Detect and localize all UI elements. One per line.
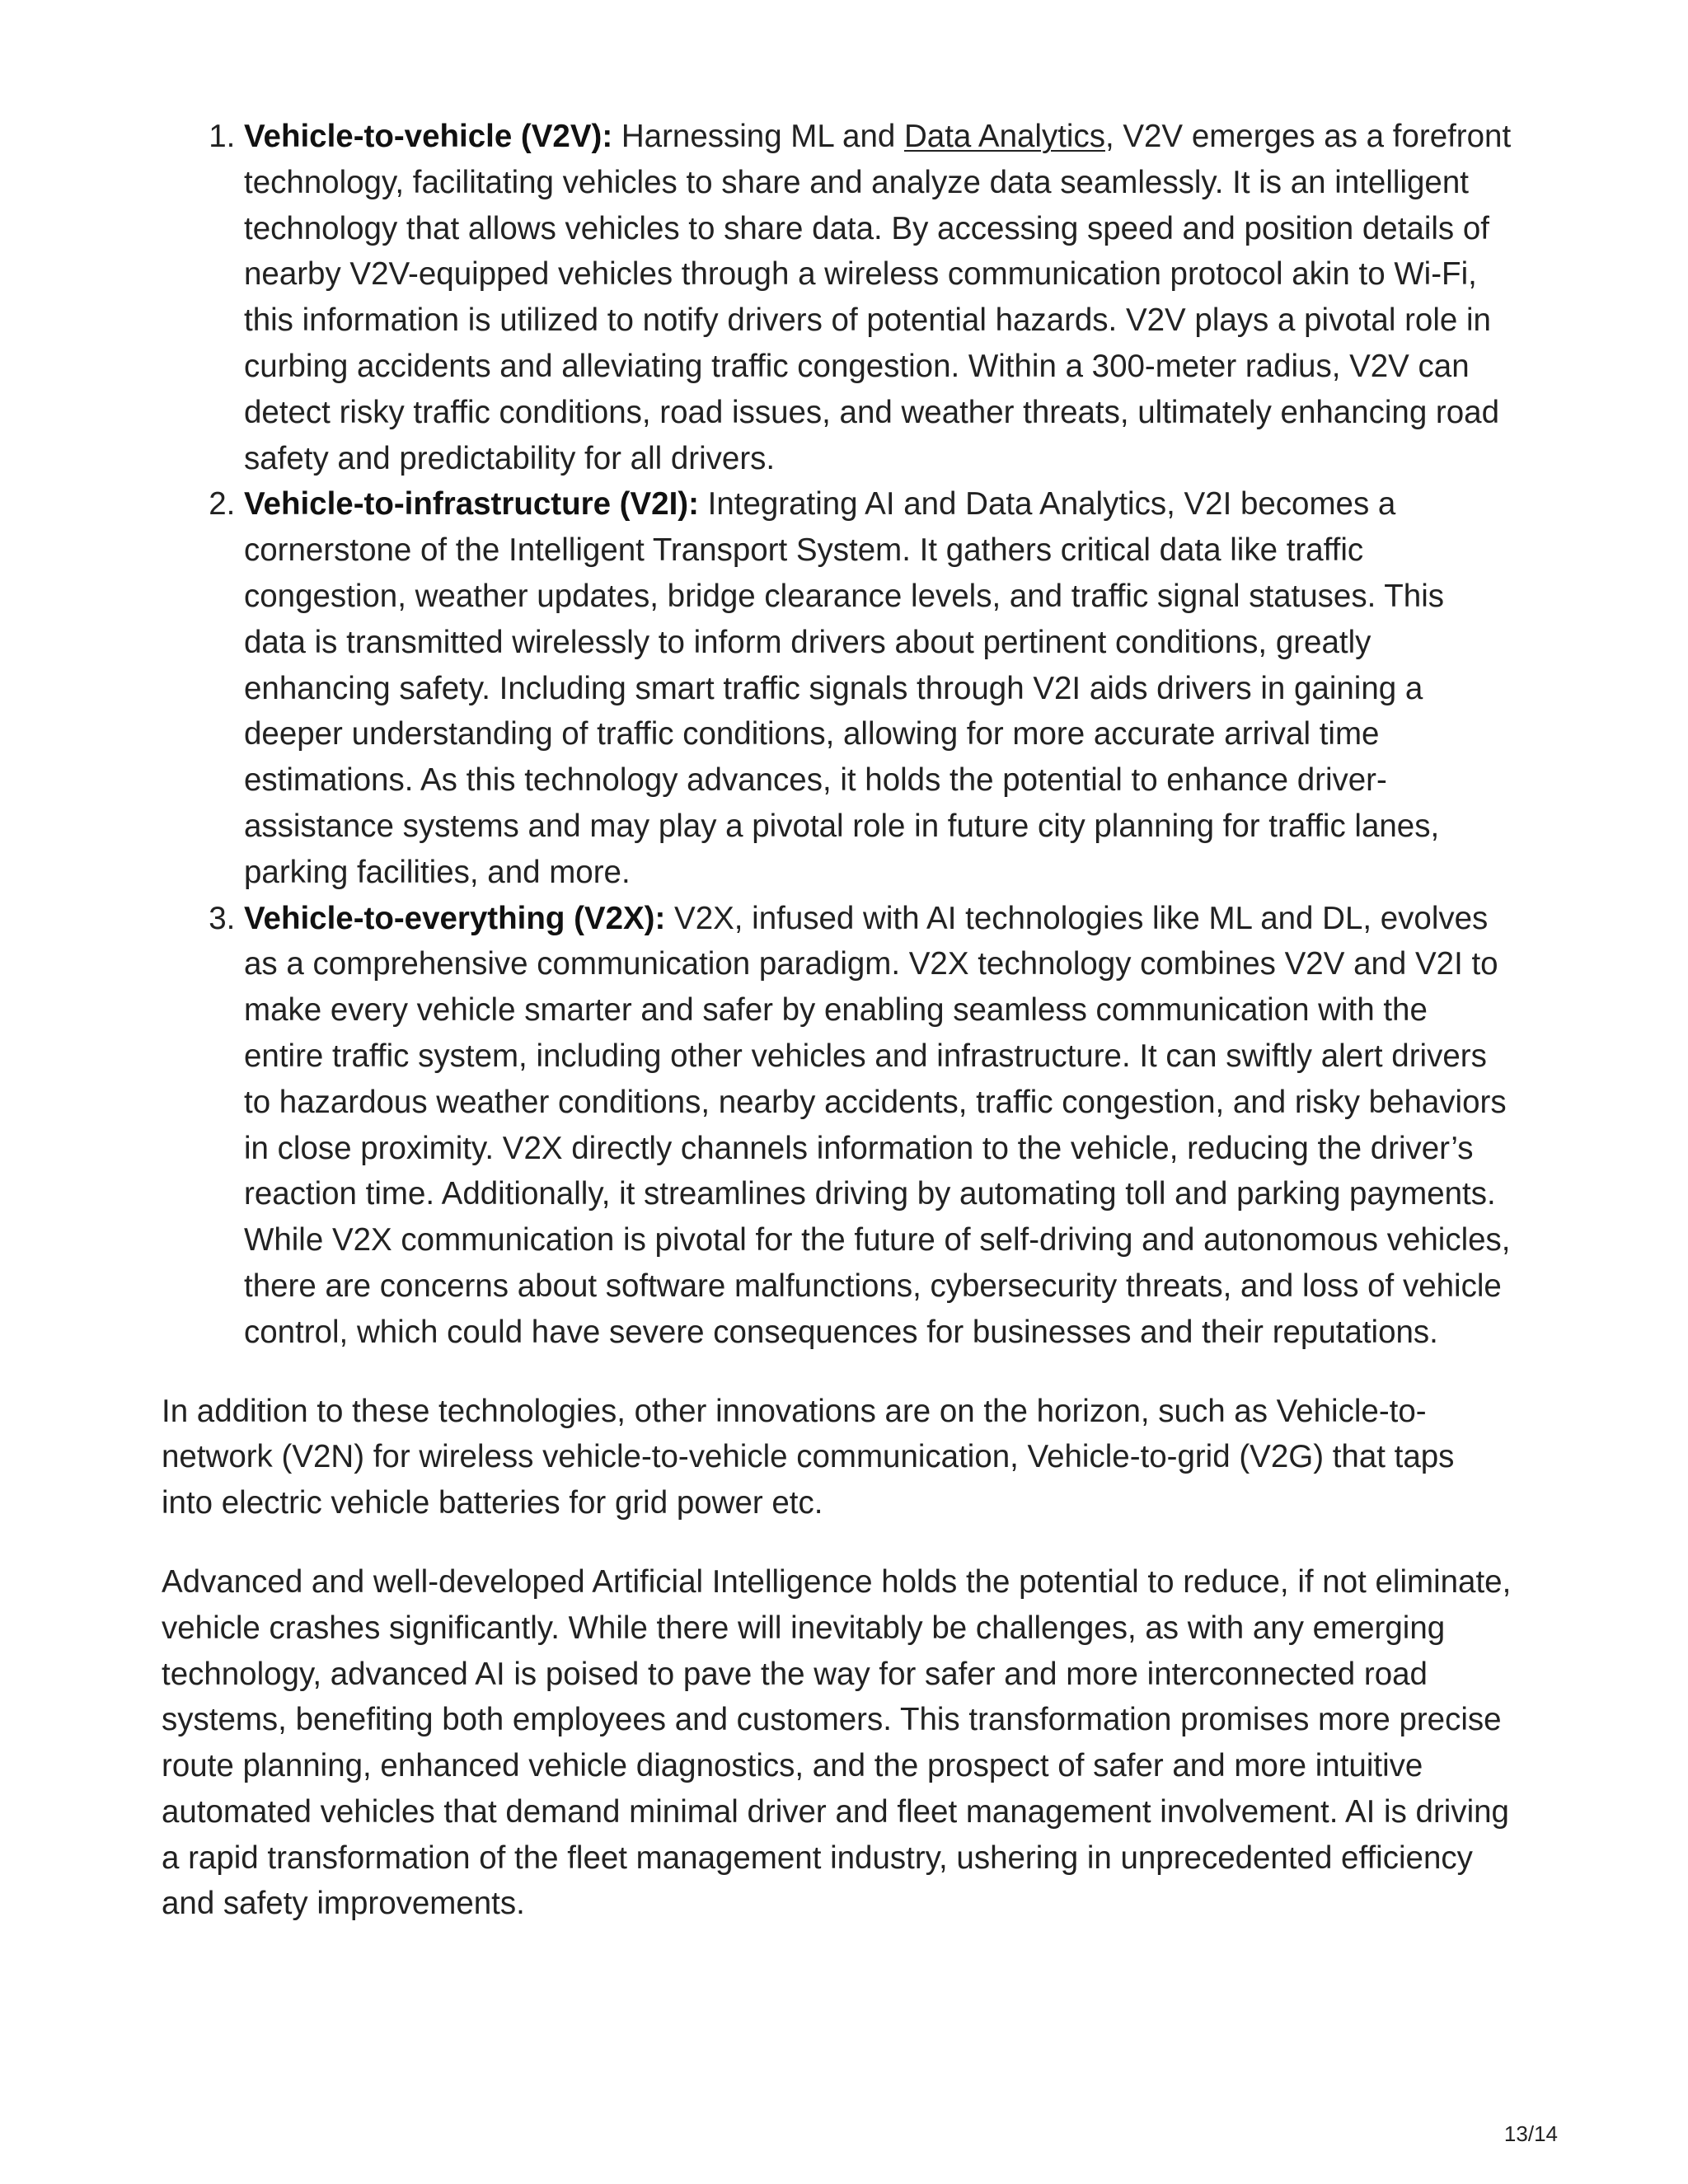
v2x-text: V2X, infused with AI technologies like ML and DL, evolves as a comprehensive communication paradigm. V2X technology combines V2V and V2I to make every vehicle smarter and safer by enabling seamless communication with the entire traffic system, including other vehicles and infrastructure. It can swiftly alert drivers to hazardous weather conditions, nearby accidents, traffic congestion, and risky behaviors in close proximity. V2X directly channels information to the vehicle, reducing the driver’s reaction time. Additionally, it streamlines driving by automating toll and parking payments. While V2X communication is pivotal for the future of self-driving and autonomous vehicles, there are concerns about software malfunctions, cybersecurity threats, and loss of vehicle control, which could have severe consequences for businesses and their reputations. (244, 900, 1511, 1350)
page-number: 13/14 (1503, 2121, 1558, 2146)
list-item-v2i (244, 481, 1513, 895)
data-analytics-link[interactable]: Data Analytics (904, 119, 1105, 154)
technology-list (162, 114, 1513, 1356)
list-item-v2x (244, 896, 1513, 1356)
term-v2v: Vehicle-to-vehicle (V2V): (244, 119, 613, 154)
term-v2x: Vehicle-to-everything (V2X): (244, 900, 666, 936)
paragraph-conclusion: Advanced and well-developed Artificial Intelligence holds the potential to reduce, if not eliminate, vehicle crashes significantly. While there will inevitably be challenges, as with any emerging technology, advanced AI is poised to pave the way for safer and more interconnected road systems, benefiting both employees and customers. This transformation promises more precise route planning, enhanced vehicle diagnostics, and the prospect of safer and more intuitive automated vehicles that demand minimal driver and fleet management involvement. AI is driving a rapid transformation of the fleet management industry, ushering in unprecedented efficiency and safety improvements. (162, 1563, 1512, 1922)
v2v-text-after-link: , V2V emerges as a forefront technology, facilitating vehicles to share and analyze data seamlessly. It is an intelligent technology that allows vehicles to share data. By accessing speed and position details of nearby V2V-equipped vehicles through a wireless communication protocol akin to Wi-Fi, this information is utilized to notify drivers of potential hazards. V2V plays a pivotal role in curbing accidents and alleviating traffic congestion. Within a 300-meter radius, V2V can detect risky traffic conditions, road issues, and weather threats, ultimately enhancing road safety and predictability for all drivers. (244, 119, 1512, 476)
document-page (162, 114, 1513, 1927)
paragraph-other-innovations: In addition to these technologies, other innovations are on the horizon, such as Vehicle-to-network (V2N) for wireless vehicle-to-vehicle communication, Vehicle-to-grid (V2G) that taps into electric vehicle batteries for grid power etc. (162, 1393, 1455, 1521)
term-v2i: Vehicle-to-infrastructure (V2I): (244, 486, 699, 523)
v2v-text-before-link: Harnessing ML and (612, 119, 904, 154)
list-item-v2v (244, 114, 1513, 481)
v2i-text: Integrating AI and Data Analytics, V2I becomes a cornerstone of the Intelligent Transport System. It gathers critical data like traffic congestion, weather updates, bridge clearance levels, and traffic signal statuses. This data is transmitted wirelessly to inform drivers about pertinent conditions, greatly enhancing safety. Including smart traffic signals through V2I aids drivers in gaining a deeper understanding of traffic conditions, allowing for more accurate arrival time estimations. As this technology advances, it holds the potential to enhance driver-assistance systems and may play a pivotal role in future city planning for traffic lanes, parking facilities, and more. (244, 486, 1445, 890)
